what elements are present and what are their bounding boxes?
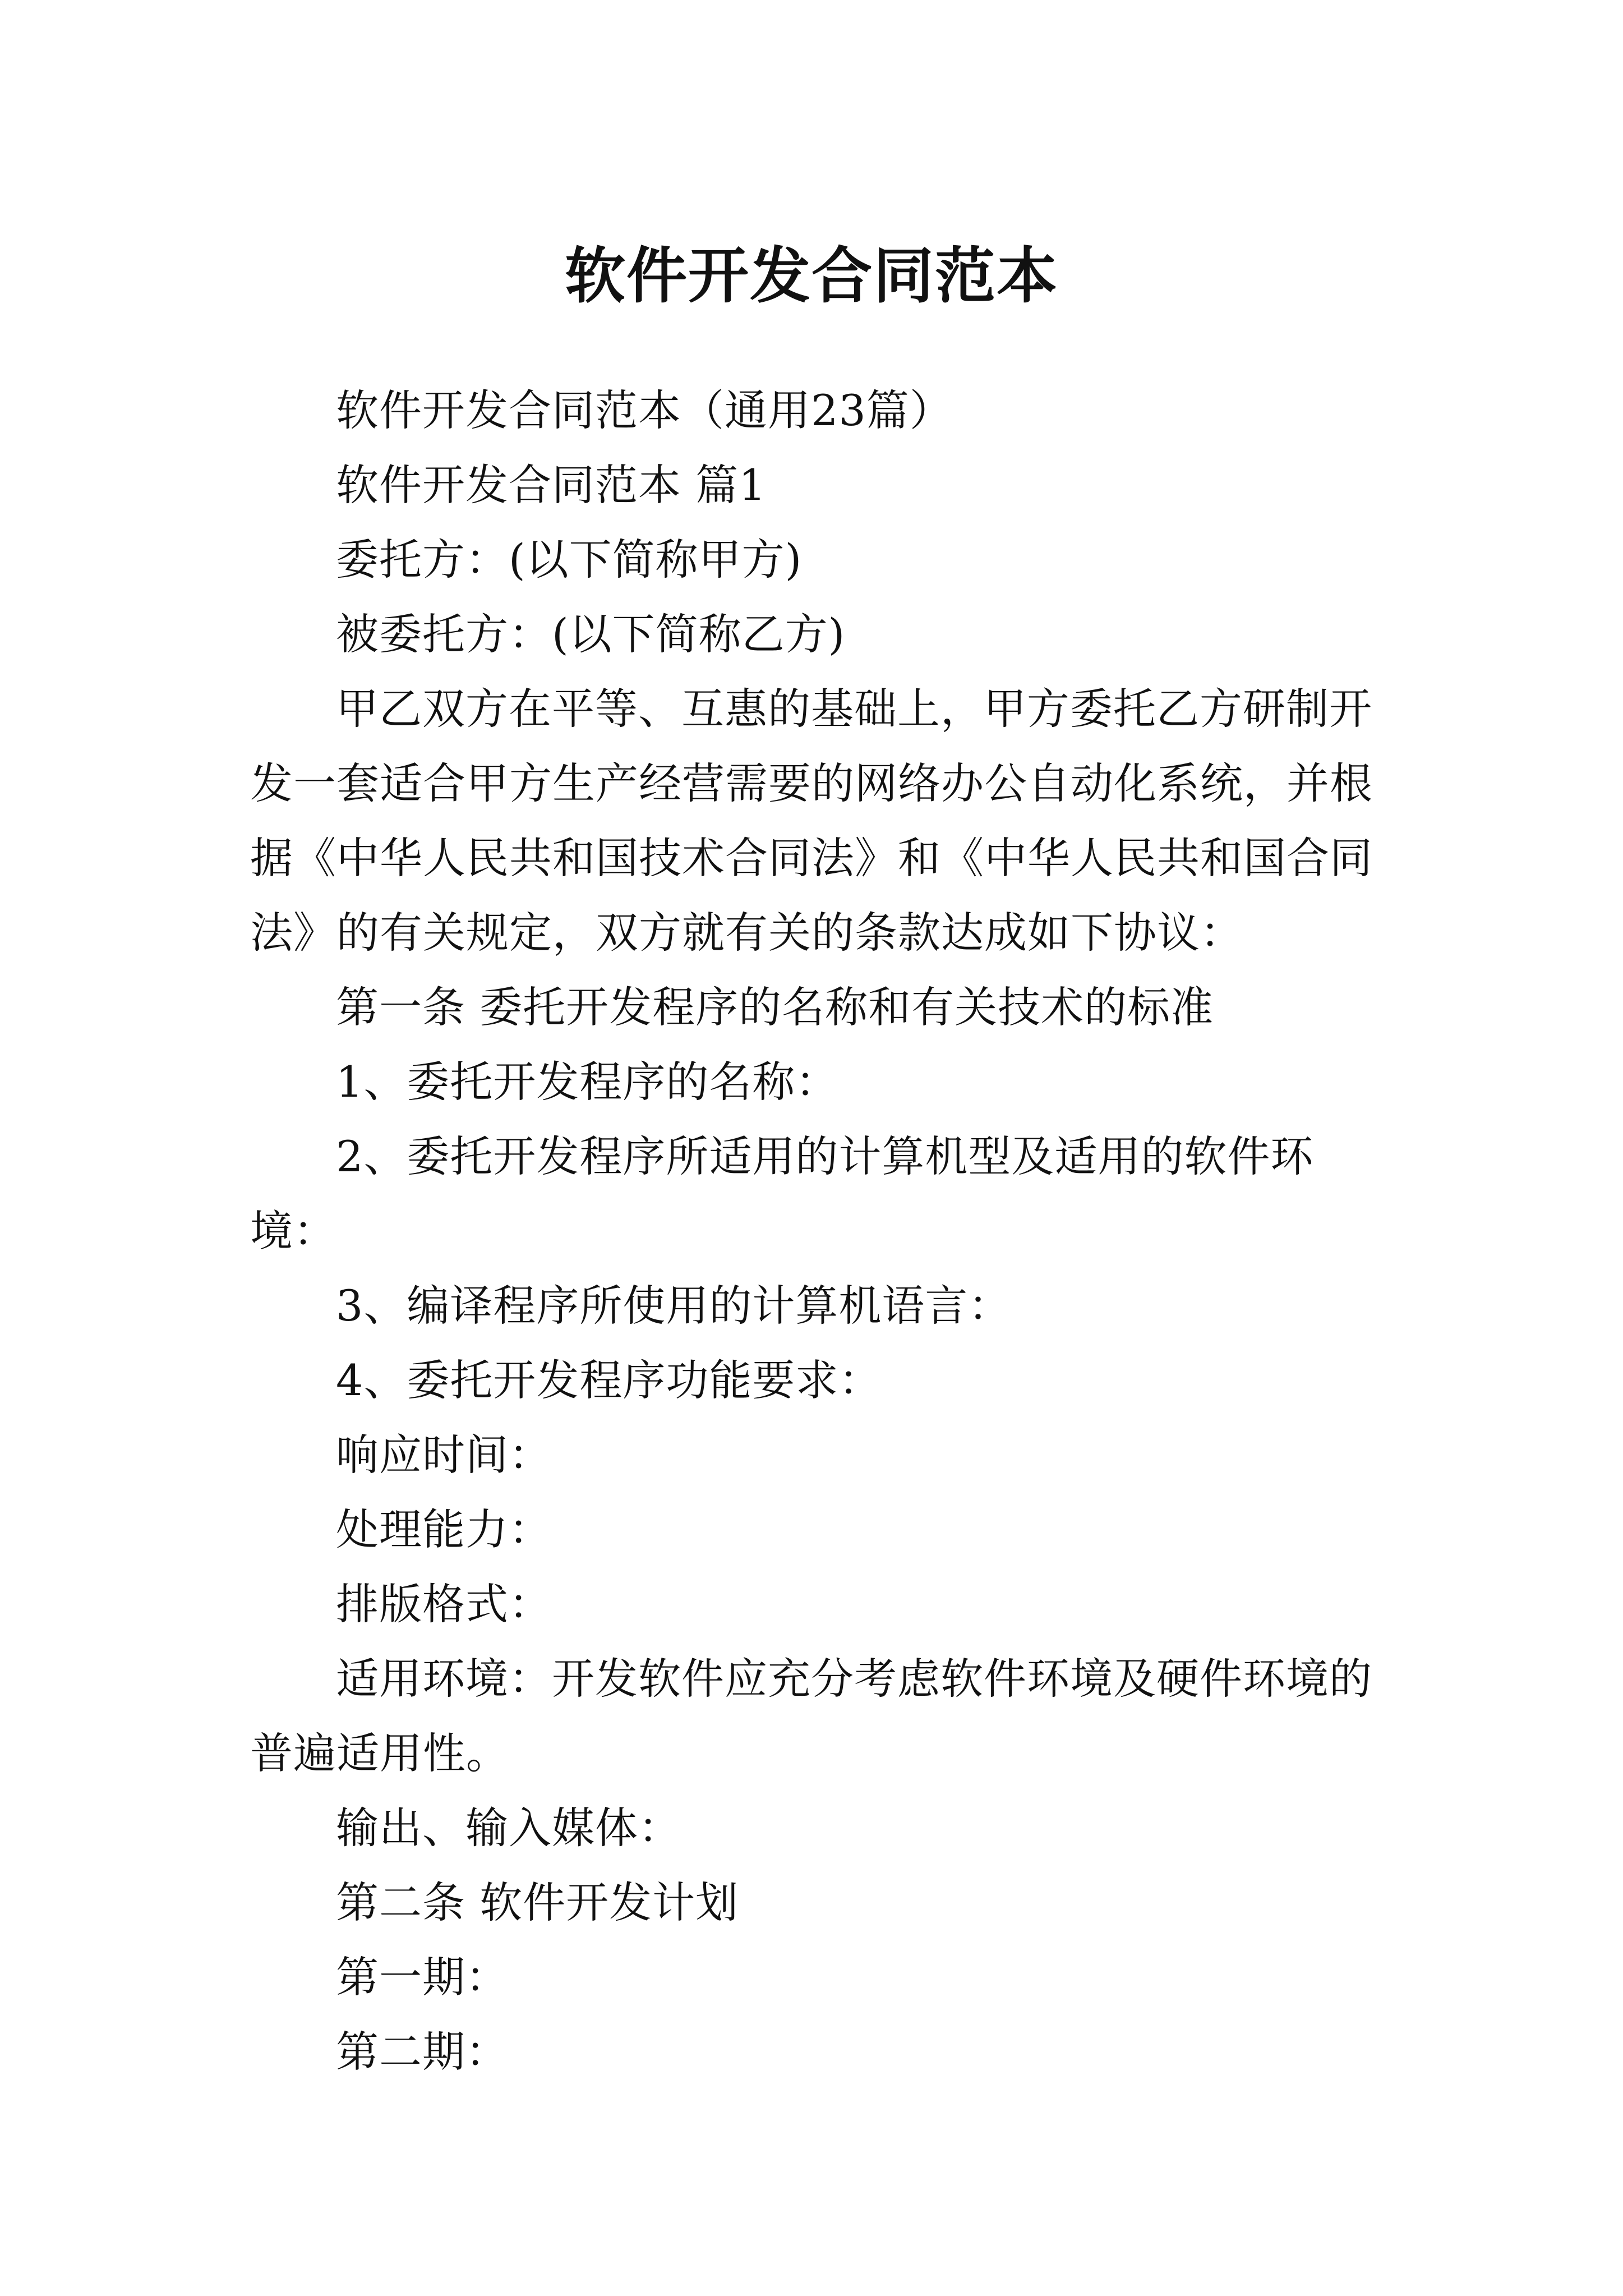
paragraph-chapter-heading: 软件开发合同范本 篇1 (336, 460, 767, 510)
paragraph-preamble: 甲乙双方在平等、互惠的基础上，甲方委托乙方研制开发一套适合甲方生产经营需要的网络办公自动化系统，并根据《中华人民共和国技术合同法》和《中华人民共和国合同法》的有关规定，双方就有关的条款达成如下协议： (250, 684, 1373, 958)
paragraph-item-1: 1、委托开发程序的名称： (336, 1057, 839, 1107)
paragraph-subtitle: 软件开发合同范本（通用23篇） (336, 385, 953, 435)
paragraph-layout-format: 排版格式： (336, 1579, 552, 1629)
paragraph-party-a: 委托方：(以下简称甲方) (336, 535, 803, 585)
paragraph-item-2: 2、委托开发程序所适用的计算机型及适用的软件环境： (250, 1131, 1314, 1256)
paragraph-processing-capacity: 处理能力： (336, 1504, 552, 1554)
document-title: 软件开发合同范本 (564, 241, 1058, 312)
paragraph-environment: 适用环境：开发软件应充分考虑软件环境及硬件环境的普遍适用性。 (250, 1654, 1372, 1778)
paragraph-phase-2: 第二期： (336, 2027, 509, 2077)
paragraph-response-time: 响应时间： (336, 1430, 552, 1480)
document-body (250, 373, 1394, 2089)
paragraph-phase-1: 第一期： (336, 1952, 509, 2002)
paragraph-article-2: 第二条 软件开发计划 (336, 1878, 739, 1927)
paragraph-media: 输出、输入媒体： (336, 1803, 681, 1853)
paragraph-article-1: 第一条 委托开发程序的名称和有关技术的标准 (336, 982, 1214, 1032)
paragraph-party-b: 被委托方：(以下简称乙方) (336, 609, 846, 659)
paragraph-item-3: 3、编译程序所使用的计算机语言： (336, 1281, 1012, 1331)
paragraph-item-4: 4、委托开发程序功能要求： (336, 1355, 882, 1405)
